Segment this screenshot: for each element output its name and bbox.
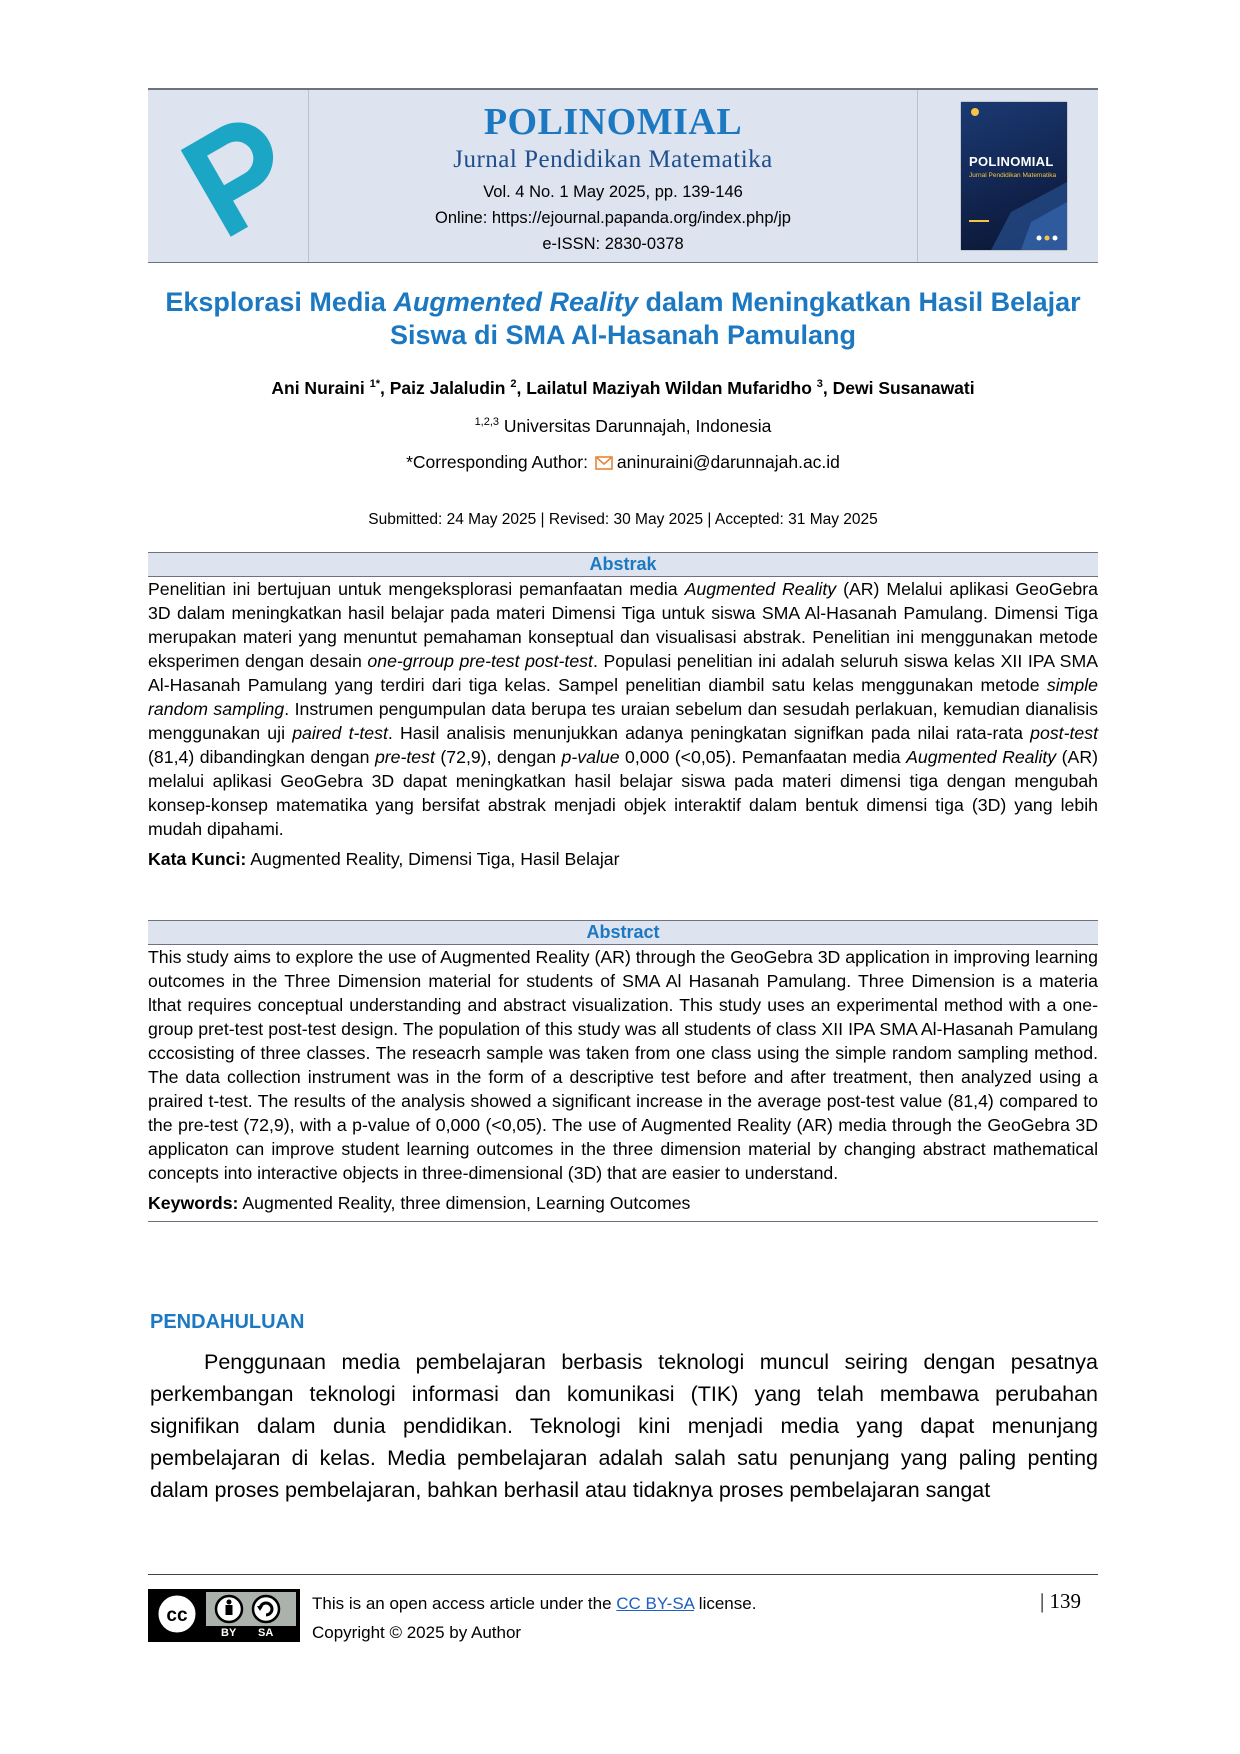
copyright: Copyright © 2025 by Author (312, 1623, 522, 1642)
license-link[interactable]: CC BY-SA (616, 1594, 695, 1613)
body-paragraph: Penggunaan media pembelajaran berbasis teknologi muncul seiring dengan pesatnya perkembangan teknologi informasi dan komunikasi (TIK) yang telah membawa perubahan signifikan dalam dunia pendidikan. Teknologi kini menjadi media yang dapat menunjang pembelajaran di kelas. Media pembelajaran adalah salah satu penunjang yang paling penting dalam proses pembelajaran, bahkan berhasil atau tidaknya proses pembelajaran sangat (150, 1350, 1098, 1502)
journal-online-url: Online: https://ejournal.papanda.org/index.php/jp (435, 209, 791, 227)
cover-subtitle: Jurnal Pendidikan Matematika (969, 172, 1057, 179)
journal-logo (148, 90, 308, 262)
mail-icon (595, 456, 613, 470)
journal-volume: Vol. 4 No. 1 May 2025, pp. 139-146 (483, 183, 743, 201)
cover-image (961, 102, 1067, 250)
cc-sa-label: SA (258, 1627, 274, 1639)
author-list: Ani Nuraini $^{1*}$, Paiz Jalaludin $^2$, Lailatul Maziyah Wildan Mufaridho $^3$, Dewi Susanawati (271, 378, 975, 398)
section-heading: PENDAHULUAN (150, 1311, 305, 1333)
corresponding-author: *Corresponding Author: aninuraini@darunnajah.ac.id (406, 452, 840, 472)
abstrak-text: Penelitian ini bertujuan untuk mengeksplorasi pemanfaatan media Augmented Reality (AR) Melalui aplikasi GeoGebra 3D dalam meningkatkan hasil belajar pada materi Dimensi Tiga untuk siswa SMA Al-Hasanah Pamulang. Dimensi Tiga merupakan materi yang menuntut pemahaman konseptual dan visualisasi abstrak. Penelitian ini menggunakan metode eksperimen dengan desain one-grroup pre-test post-test. Populasi penelitian ini adalah seluruh siswa kelas XII IPA SMA Al-Hasanah Pamulang yang terdiri dari tiga kelas. Sampel penelitian diambil satu kelas menggunakan metode simple random sampling. Instrumen pengumpulan data berupa tes uraian sebelum dan sesudah perlakuan, kemudian dianalisis menggunakan uji paired t-test. Hasil analisis menunjukkan adanya peningkatan signifkan pada nilai rata-rata post-test (81,4) dibandingkan dengan pre-test (72,9), dengan p-value 0,000 (<0,05). Pemanfaatan media Augmented Reality (AR) melalui aplikasi GeoGebra 3D dapat meningkatkan hasil belajar siswa pada materi dimensi tiga dengan mengubah konsep-konsep matematika yang bersifat abstrak menjadi objek interaktif dalam bentuk dimensi tiga (3D) yang lebih mudah dipahami. (148, 579, 1098, 839)
abstrak-section (148, 552, 1098, 871)
abstract-heading: Abstract (148, 920, 1098, 945)
author-name: Dewi Susanawati (832, 378, 975, 398)
affiliation: $^{1,2,3}$ Universitas Darunnajah, Indonesia (474, 416, 772, 436)
author-name: Lailatul Maziyah Wildan Mufaridho (526, 378, 817, 398)
journal-header (148, 88, 1098, 263)
article-title: Eksplorasi Media Augmented Reality dalam Meningkatkan Hasil Belajar Siswa di SMA Al-Hasanah Pamulang (165, 287, 1081, 350)
journal-issn: e-ISSN: 2830-0378 (542, 235, 684, 253)
kata-kunci: Kata Kunci: Augmented Reality, Dimensi Tiga, Hasil Belajar (148, 849, 620, 869)
abstrak-heading: Abstrak (148, 552, 1098, 577)
keywords: Keywords: Augmented Reality, three dimension, Learning Outcomes (148, 1191, 1098, 1222)
license-text: This is an open access article under the CC BY-SA license. Copyright © 2025 by Author (312, 1589, 756, 1647)
author-name: Paiz Jalaludin (389, 378, 511, 398)
cover-title: POLINOMIAL (969, 154, 1054, 169)
abstract-text: This study aims to explore the use of Augmented Reality (AR) through the GeoGebra 3D application in improving learning outcomes in the Three Dimension material for students of SMA Al Hasanah Pamulang. Three Dimension is a materia lthat requires conceptual understanding and abstract visualization. This study uses an experimental method with a one-group pret-test post-test design. The population of this study was all students of class XII IPA SMA Al-Hasanah Pamulang cccosisting of three classes. The reseacrh sample was taken from one class using the simple random sampling method. The data collection instrument was in the form of a descriptive test before and after treatment, then analyzed using a praired t-test. The results of the analysis showed a significant increase in the average post-test value (81,4) compared to the pre-test (72,9), with a p-value of 0,000 (<0,05). The use of Augmented Reality (AR) media through the GeoGebra 3D applicaton can improve student learning outcomes in the three dimension material by changing abstract mathematical concepts into interactive objects in three-dimensional (3D) that are easier to understand. (148, 947, 1098, 1183)
journal-info (308, 90, 918, 262)
page-number: | 139 (1040, 1589, 1081, 1613)
author-name: Ani Nuraini (271, 378, 370, 398)
corresponding-email[interactable]: aninuraini@darunnajah.ac.id (616, 452, 840, 472)
footer-divider (148, 1574, 1098, 1575)
journal-name: POLINOMIAL (483, 101, 743, 143)
svg-text:cc: cc (166, 1605, 188, 1626)
submission-dates: Submitted: 24 May 2025 | Revised: 30 May 2025 | Accepted: 31 May 2025 (368, 511, 878, 528)
cc-by-sa-badge[interactable] (148, 1589, 300, 1642)
cc-by-label: BY (221, 1627, 237, 1639)
journal-cover (918, 90, 1098, 262)
journal-subtitle: Jurnal Pendidikan Matematika (453, 146, 773, 173)
abstract-section (148, 920, 1098, 1222)
